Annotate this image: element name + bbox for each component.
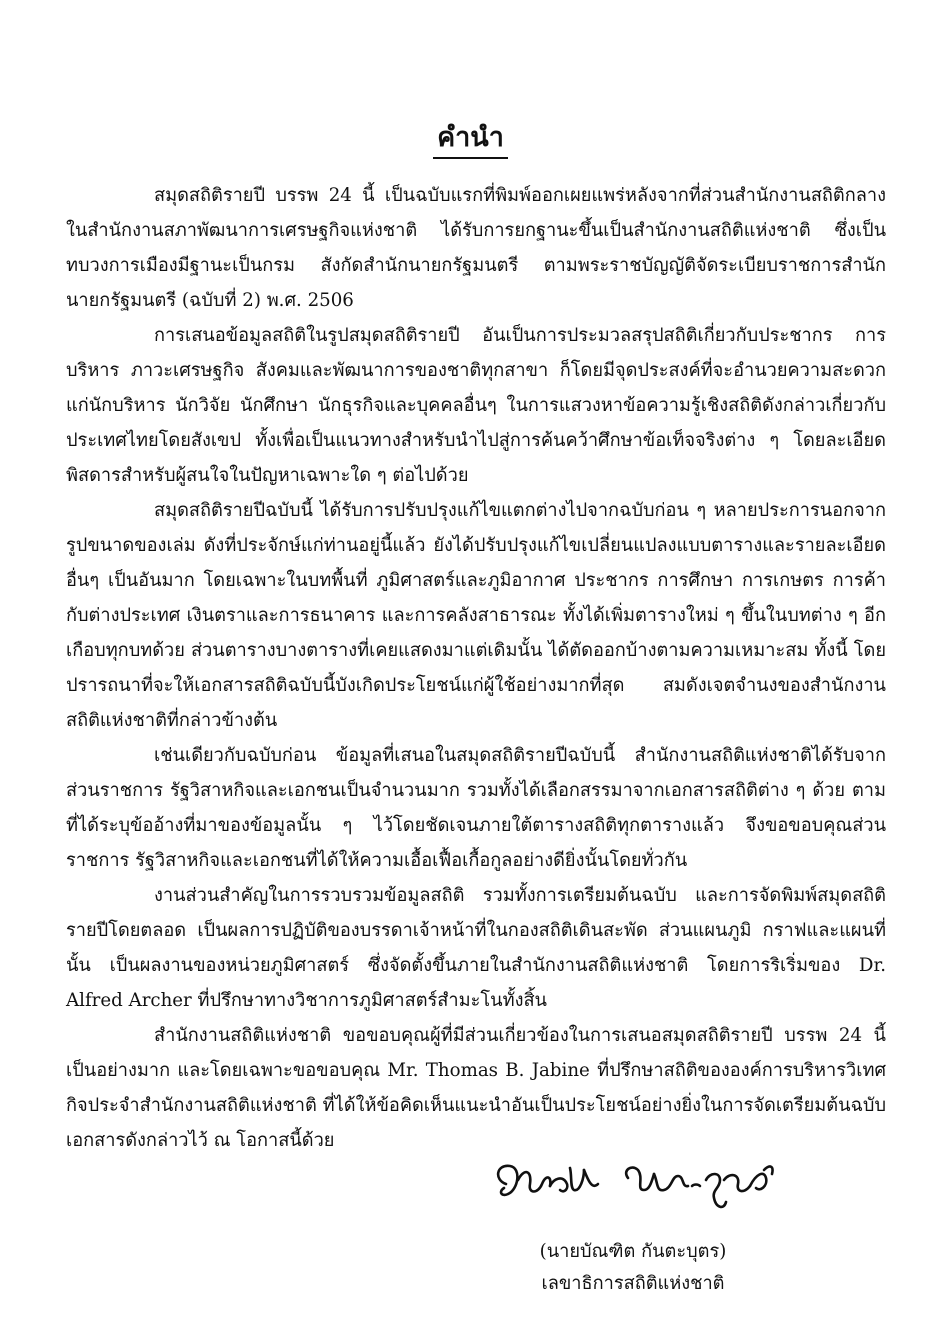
paragraph-4: เช่นเดียวกับฉบับก่อน ข้อมูลที่เสนอในสมุดสถิติรายปีฉบับนี้ สำนักงานสถิติแห่งชาติได้รับจากส่วนราชการ รัฐวิสาหกิจและเอกชนเป็นจำนวนมาก รวมทั้งได้เลือกสรรมาจากเอกสารสถิติต่าง ๆ ด้วย ตามที่ได้ระบุข้ออ้างที่มาของข้อมูลนั้น ๆ ไว้โดยชัดเจนภายใต้ตารางสถิติทุกตารางแล้ว จึงขอขอบคุณส่วนราชการ รัฐวิสาหกิจและเอกชนที่ได้ให้ความเอื้อเฟื้อเกื้อกูลอย่างดียิ่งนั้นโดยทั่วกัน <box>66 745 886 871</box>
paragraph-3: สมุดสถิติรายปีฉบับนี้ ได้รับการปรับปรุงแก้ไขแตกต่างไปจากฉบับก่อน ๆ หลายประการนอกจากรูปขนาดของเล่ม ดังที่ประจักษ์แก่ท่านอยู่นี้แล้ว ยังได้ปรับปรุงแก้ไขเปลี่ยนแปลงแบบตารางและรายละเอียดอื่นๆ เป็นอันมาก โดยเฉพาะในบทพื้นที่ ภูมิศาสตร์และภูมิอากาศ ประชากร การศึกษา การเกษตร การค้ากับต่างประเทศ เงินตราและการธนาคาร และการคลังสาธารณะ ทั้งได้เพิ่มตารางใหม่ ๆ ขึ้นในบทต่าง ๆ อีกเกือบทุกบทด้วย ส่วนตารางบางตารางที่เคยแสดงมาแต่เดิมนั้น ได้ตัดออกบ้างตามความเหมาะสม ทั้งนี้ โดยปรารถนาที่จะให้เอกสารสถิติฉบับนี้บังเกิดประโยชน์แก่ผู้ใช้อย่างมากที่สุด สมดังเจตจำนงของสำนักงานสถิติแห่งชาติที่กล่าวข้างต้น <box>66 500 886 731</box>
signature-block <box>478 1150 788 1330</box>
handwritten-signature <box>488 1150 778 1230</box>
paragraph-2: การเสนอข้อมูลสถิติในรูปสมุดสถิติรายปี อันเป็นการประมวลสรุปสถิติเกี่ยวกับประชากร การบริหาร ภาวะเศรษฐกิจ สังคมและพัฒนาการของชาติทุกสาขา ก็โดยมีจุดประสงค์ที่จะอำนวยความสะดวกแก่นักบริหาร นักวิจัย นักศึกษา นักธุรกิจและบุคคลอื่นๆ ในการแสวงหาข้อความรู้เชิงสถิติดังกล่าวเกี่ยวกับประเทศไทยโดยสังเขป ทั้งเพื่อเป็นแนวทางสำหรับนำไปสู่การค้นคว้าศึกษาข้อเท็จจริงต่าง ๆ โดยละเอียดพิสดารสำหรับผู้สนใจในปัญหาเฉพาะใด ๆ ต่อไปด้วย <box>66 325 886 486</box>
document-body <box>66 178 886 1158</box>
signatory-name: (นายบัณฑิต กันตะบุตร) <box>539 1241 727 1262</box>
document-title: คำนำ <box>433 120 508 159</box>
paragraph-1: สมุดสถิติรายปี บรรพ 24 นี้ เป็นฉบับแรกที่พิมพ์ออกเผยแพร่หลังจากที่ส่วนสำนักงานสถิติกลางในสำนักงานสภาพัฒนาการเศรษฐกิจแห่งชาติ ได้รับการยกฐานะขึ้นเป็นสำนักงานสถิติแห่งชาติ ซึ่งเป็นทบวงการเมืองมีฐานะเป็นกรม สังกัดสำนักนายกรัฐมนตรี ตามพระราชบัญญัติจัดระเบียบราชการสำนักนายกรัฐมนตรี (ฉบับที่ 2) พ.ศ. 2506 <box>66 185 886 311</box>
signatory-position: เลขาธิการสถิติแห่งชาติ <box>541 1273 725 1294</box>
document-title-block <box>0 120 941 159</box>
paragraph-6: สำนักงานสถิติแห่งชาติ ขอขอบคุณผู้ที่มีส่วนเกี่ยวข้องในการเสนอสมุดสถิติรายปี บรรพ 24 นี้เป็นอย่างมาก และโดยเฉพาะขอขอบคุณ Mr. Thomas B. Jabine ที่ปรึกษาสถิติขององค์การบริหารวิเทศกิจประจำสำนักงานสถิติแห่งชาติ ที่ได้ให้ข้อคิดเห็นแนะนำอันเป็นประโยชน์อย่างยิ่งในการจัดเตรียมต้นฉบับเอกสารดังกล่าวไว้ ณ โอกาสนี้ด้วย <box>66 1025 886 1151</box>
paragraph-5: งานส่วนสำคัญในการรวบรวมข้อมูลสถิติ รวมทั้งการเตรียมต้นฉบับ และการจัดพิมพ์สมุดสถิติรายปีโดยตลอด เป็นผลการปฏิบัติของบรรดาเจ้าหน้าที่ในกองสถิติเดินสะพัด ส่วนแผนภูมิ กราฟและแผนที่นั้น เป็นผลงานของหน่วยภูมิศาสตร์ ซึ่งจัดตั้งขึ้นภายในสำนักงานสถิติแห่งชาติ โดยการริเริ่มของ Dr. Alfred Archer ที่ปรึกษาทางวิชาการภูมิศาสตร์สำมะโนทั้งสิ้น <box>66 885 886 1011</box>
